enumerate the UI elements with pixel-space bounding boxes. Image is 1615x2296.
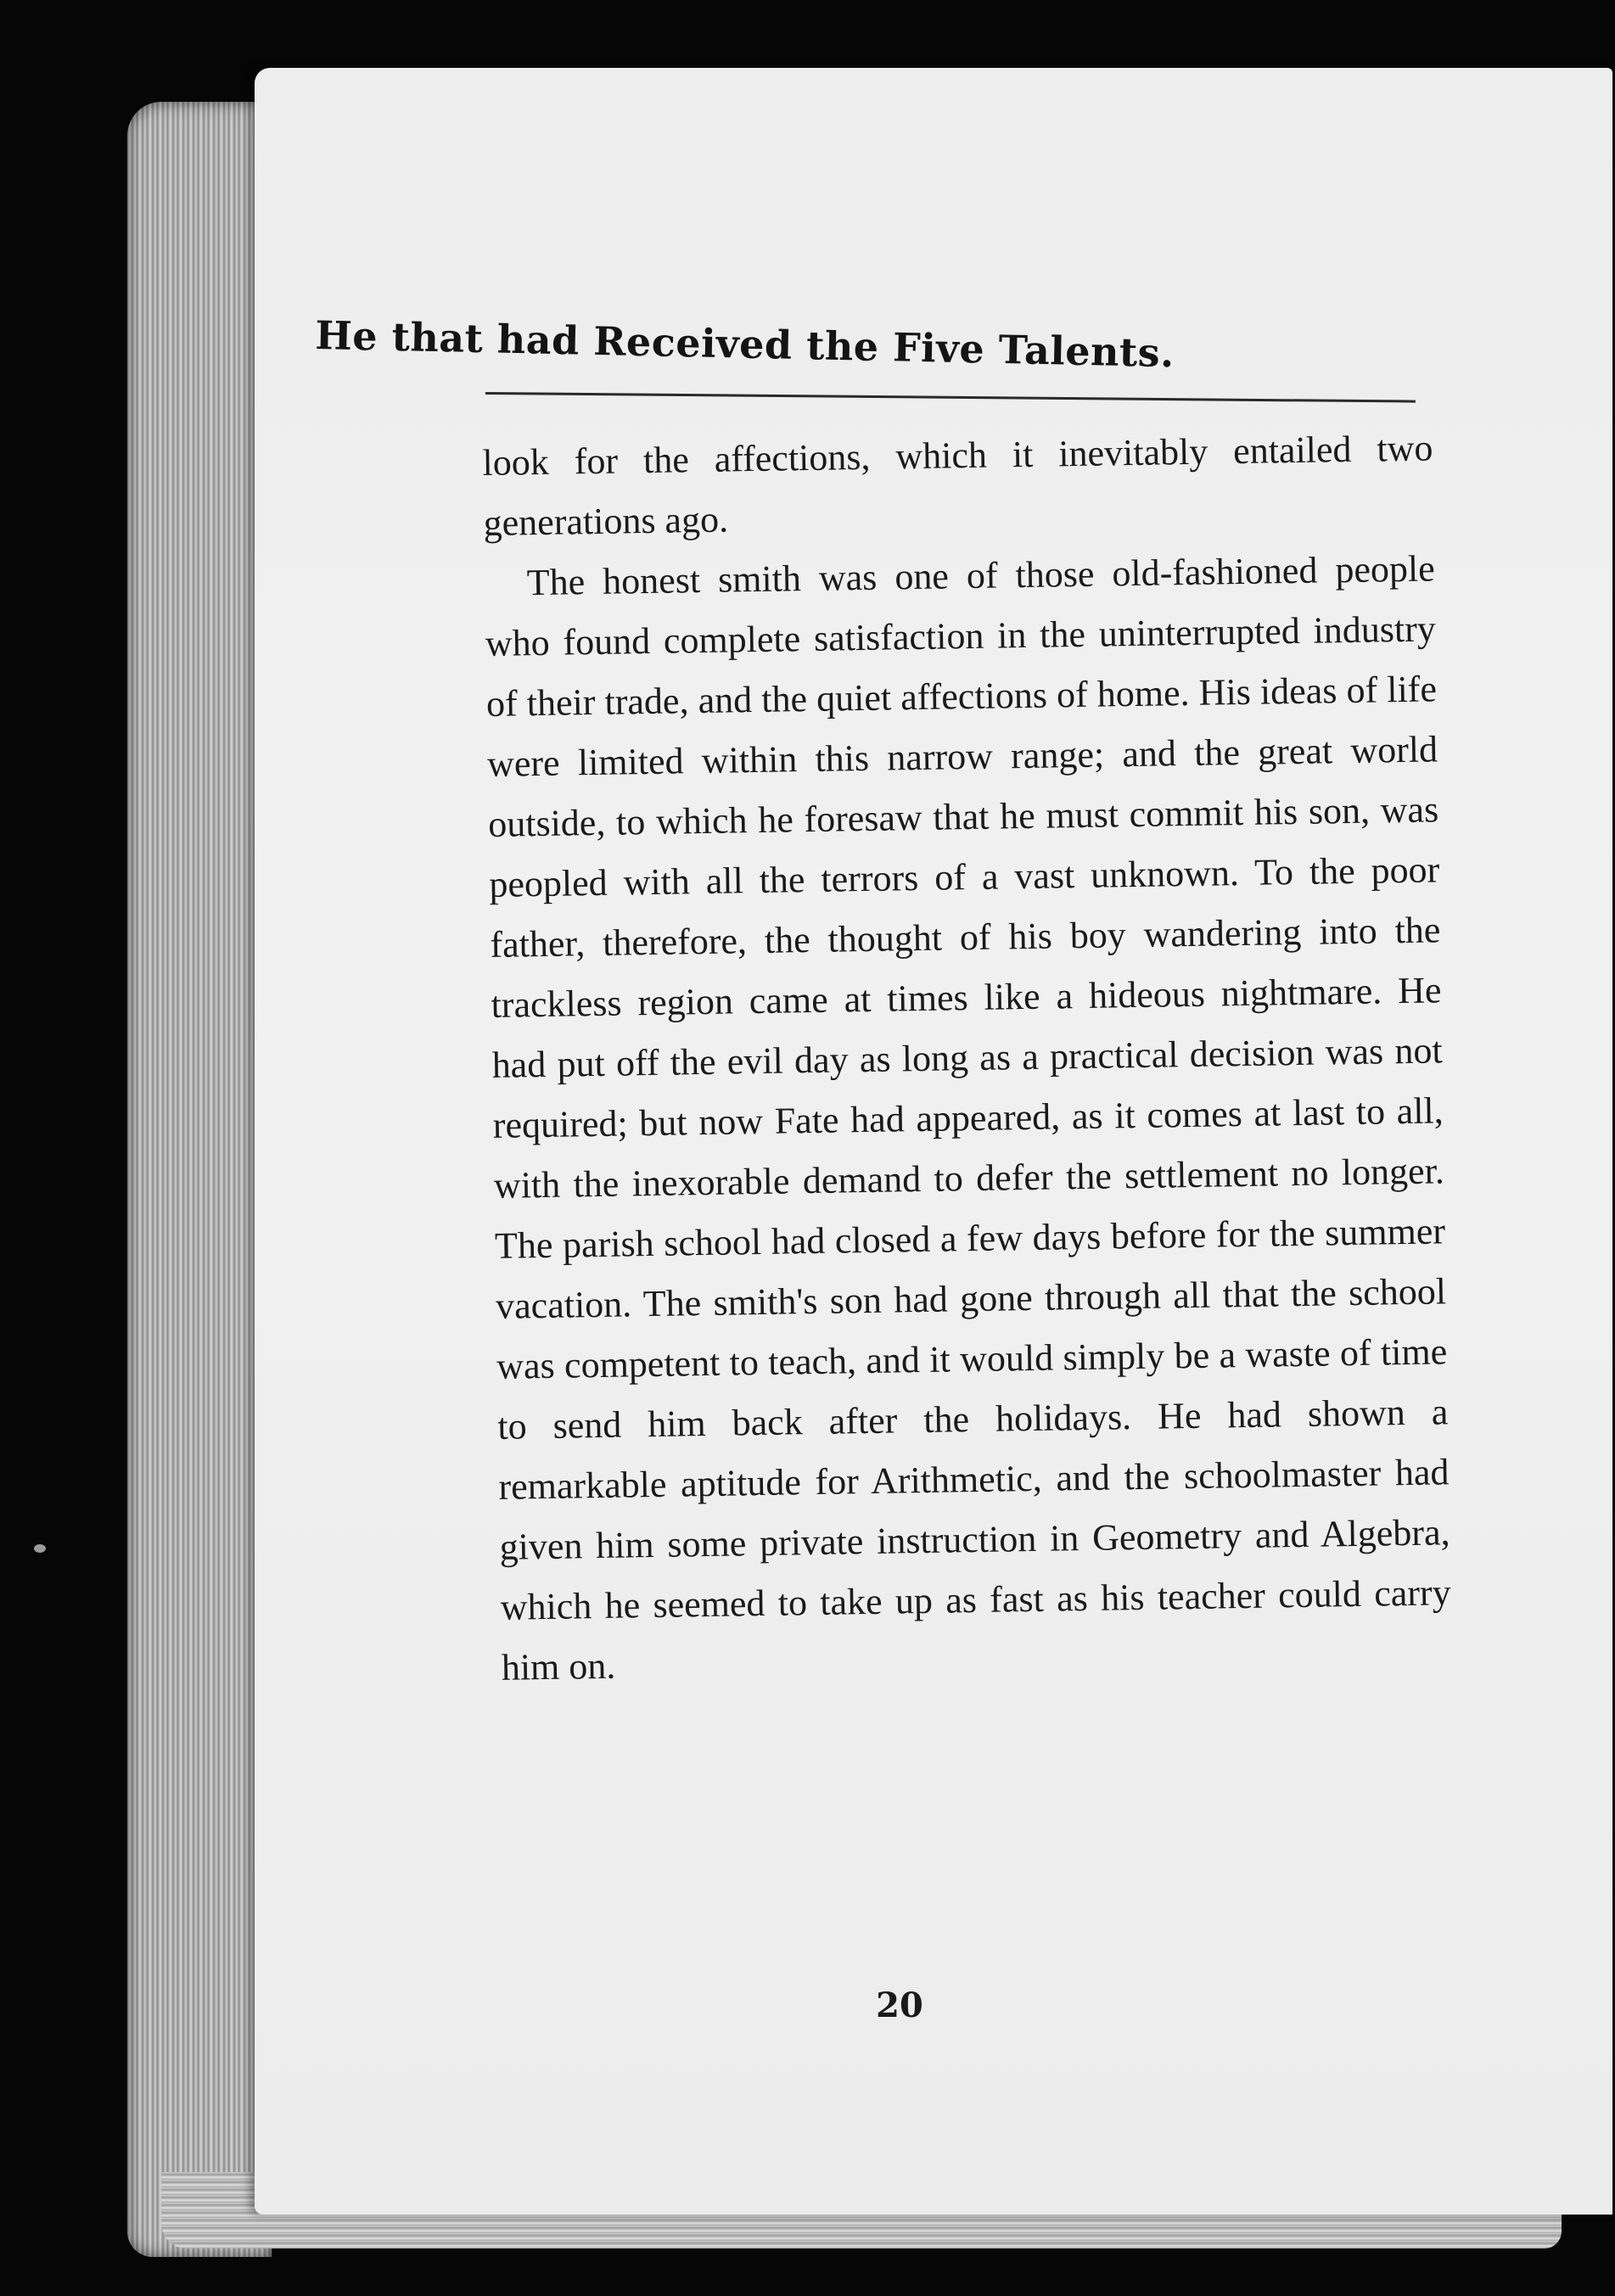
- paragraph-continued: look for the affections, which it inevitably entailed two generations ago.: [482, 427, 1433, 544]
- body-text: [482, 417, 1452, 1697]
- page-edges: [127, 102, 272, 2257]
- page-number: 20: [876, 1985, 923, 2025]
- paragraph: The honest smith was one of those old-fashioned people who found complete satisfaction in the uninterrupted industry of their trade, and the quiet affections of home. His ideas of life were limited within this narrow range; and the great world outside, to which he foresaw that he must commit his son, was peopled with all the terrors of a vast unknown. To the poor father, therefore, the thought of his boy wandering into the trackless region came at times like a hideous nightmare. He had put off the evil day as long as a practical decision was not required; but now Fate had appeared, as it comes at last to all, with the inexorable demand to defer the settlement no longer. The parish school had closed a few days before for the summer vacation. The smith's son had gone through all that the school was competent to teach, and it would simply be a waste of time to send him back after the holidays. He had shown a remarkable aptitude for Arithmetic, and the schoolmaster had given him some private instruction in Geometry and Algebra, which he seemed to take up as fast as his teacher could carry him on.: [485, 547, 1451, 1688]
- dust-speck: [34, 1544, 46, 1553]
- running-head: He that had Received the Five Talents.: [314, 312, 1175, 377]
